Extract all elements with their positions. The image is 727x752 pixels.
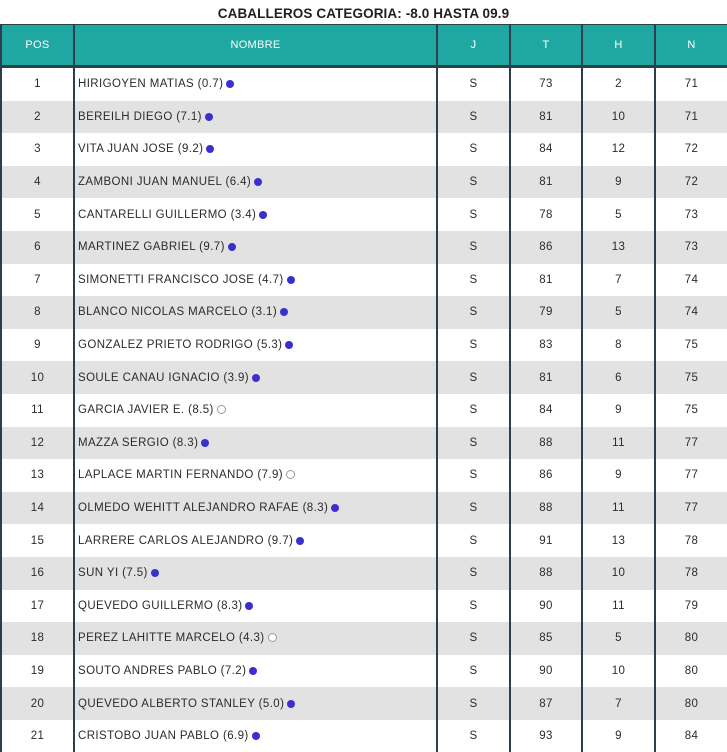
t-cell: 88 [510,427,582,460]
position-cell: 1 [1,67,74,101]
blue-tee-dot-icon [205,113,213,121]
table-row[interactable] [1,459,727,492]
h-cell: 9 [582,720,655,752]
table-row[interactable] [1,590,727,623]
player-name-cell [74,329,437,362]
player-name[interactable]: BLANCO NICOLAS MARCELO (3.1) [78,306,278,319]
j-cell: S [437,166,510,199]
table-row[interactable] [1,557,727,590]
t-cell: 86 [510,231,582,264]
table-row[interactable] [1,622,727,655]
j-cell: S [437,720,510,752]
player-name[interactable]: GONZALEZ PRIETO RODRIGO (5.3) [78,339,283,352]
blue-tee-dot-icon [151,569,159,577]
player-name-cell [74,101,437,134]
table-row[interactable] [1,427,727,460]
position-cell: 13 [1,459,74,492]
column-header-t[interactable]: T [510,25,582,67]
position-cell: 2 [1,101,74,134]
n-cell: 77 [655,492,727,525]
n-cell: 71 [655,101,727,134]
h-cell: 2 [582,67,655,101]
t-cell: 90 [510,590,582,623]
j-cell: S [437,557,510,590]
table-row[interactable] [1,67,727,101]
h-cell: 12 [582,133,655,166]
position-cell: 16 [1,557,74,590]
position-cell: 4 [1,166,74,199]
h-cell: 10 [582,557,655,590]
player-name[interactable]: GARCIA JAVIER E. (8.5) [78,404,214,417]
player-name[interactable]: HIRIGOYEN MATIAS (0.7) [78,78,224,91]
player-name-cell [74,687,437,720]
position-cell: 20 [1,687,74,720]
player-name-cell [74,622,437,655]
player-name-cell [74,166,437,199]
t-cell: 79 [510,296,582,329]
n-cell: 73 [655,231,727,264]
position-cell: 14 [1,492,74,525]
blue-tee-dot-icon [252,732,260,740]
position-cell: 5 [1,198,74,231]
h-cell: 11 [582,427,655,460]
header-row [1,25,727,67]
j-cell: S [437,296,510,329]
position-cell: 18 [1,622,74,655]
table-row[interactable] [1,198,727,231]
player-name-cell [74,492,437,525]
n-cell: 72 [655,166,727,199]
table-row[interactable] [1,166,727,199]
h-cell: 11 [582,590,655,623]
blue-tee-dot-icon [280,308,288,316]
j-cell: S [437,655,510,688]
t-cell: 84 [510,394,582,427]
j-cell: S [437,524,510,557]
player-name[interactable]: MAZZA SERGIO (8.3) [78,436,199,449]
player-name-cell [74,133,437,166]
player-name-cell [74,590,437,623]
h-cell: 5 [582,198,655,231]
h-cell: 8 [582,329,655,362]
t-cell: 78 [510,198,582,231]
t-cell: 85 [510,622,582,655]
table-row[interactable] [1,394,727,427]
blue-tee-dot-icon [331,504,339,512]
position-cell: 17 [1,590,74,623]
white-tee-dot-icon [286,470,295,479]
column-header-n[interactable]: N [655,25,727,67]
column-header-j[interactable]: J [437,25,510,67]
t-cell: 81 [510,101,582,134]
player-name-cell [74,67,437,101]
position-cell: 19 [1,655,74,688]
position-cell: 10 [1,361,74,394]
j-cell: S [437,622,510,655]
table-row[interactable] [1,492,727,525]
h-cell: 13 [582,231,655,264]
blue-tee-dot-icon [287,700,295,708]
t-cell: 87 [510,687,582,720]
j-cell: S [437,492,510,525]
position-cell: 6 [1,231,74,264]
h-cell: 11 [582,492,655,525]
j-cell: S [437,361,510,394]
t-cell: 84 [510,133,582,166]
player-name[interactable]: ZAMBONI JUAN MANUEL (6.4) [78,176,252,189]
h-cell: 13 [582,524,655,557]
column-header-h[interactable]: H [582,25,655,67]
j-cell: S [437,394,510,427]
table-row[interactable] [1,101,727,134]
column-header-pos[interactable]: POS [1,25,74,67]
player-name[interactable]: BEREILH DIEGO (7.1) [78,110,202,123]
j-cell: S [437,264,510,297]
player-name[interactable]: PEREZ LAHITTE MARCELO (4.3) [78,632,265,645]
player-name-cell [74,264,437,297]
white-tee-dot-icon [217,405,226,414]
blue-tee-dot-icon [254,178,262,186]
j-cell: S [437,133,510,166]
blue-tee-dot-icon [226,80,234,88]
player-name-cell [74,459,437,492]
player-name[interactable]: QUEVEDO GUILLERMO (8.3) [78,599,243,612]
t-cell: 81 [510,166,582,199]
position-cell: 9 [1,329,74,362]
blue-tee-dot-icon [252,374,260,382]
t-cell: 88 [510,557,582,590]
blue-tee-dot-icon [296,537,304,545]
position-cell: 21 [1,720,74,752]
player-name[interactable]: LAPLACE MARTIN FERNANDO (7.9) [78,469,284,482]
n-cell: 75 [655,394,727,427]
table-row[interactable] [1,655,727,688]
blue-tee-dot-icon [245,602,253,610]
h-cell: 9 [582,459,655,492]
player-name[interactable]: SOULE CANAU IGNACIO (3.9) [78,371,250,384]
blue-tee-dot-icon [285,341,293,349]
player-name[interactable]: LARRERE CARLOS ALEJANDRO (9.7) [78,534,294,547]
player-name-cell [74,557,437,590]
t-cell: 91 [510,524,582,557]
column-header-nombre[interactable]: NOMBRE [74,25,437,67]
t-cell: 81 [510,264,582,297]
player-name-cell [74,296,437,329]
page-title: CABALLEROS CATEGORIA: -8.0 HASTA 09.9 [217,6,510,21]
player-name[interactable]: CRISTOBO JUAN PABLO (6.9) [78,730,249,743]
j-cell: S [437,101,510,134]
n-cell: 80 [655,655,727,688]
t-cell: 90 [510,655,582,688]
n-cell: 80 [655,687,727,720]
j-cell: S [437,67,510,101]
position-cell: 3 [1,133,74,166]
n-cell: 74 [655,264,727,297]
blue-tee-dot-icon [201,439,209,447]
leaderboard-table [0,24,727,752]
player-name[interactable]: SOUTO ANDRES PABLO (7.2) [78,664,247,677]
j-cell: S [437,687,510,720]
blue-tee-dot-icon [259,211,267,219]
t-cell: 93 [510,720,582,752]
h-cell: 10 [582,101,655,134]
player-name[interactable]: CANTARELLI GUILLERMO (3.4) [78,208,257,221]
position-cell: 7 [1,264,74,297]
table-row[interactable] [1,361,727,394]
table-row[interactable] [1,524,727,557]
n-cell: 75 [655,361,727,394]
table-row[interactable] [1,329,727,362]
player-name-cell [74,655,437,688]
player-name[interactable]: QUEVEDO ALBERTO STANLEY (5.0) [78,697,285,710]
white-tee-dot-icon [268,633,277,642]
h-cell: 7 [582,264,655,297]
n-cell: 71 [655,67,727,101]
player-name[interactable]: VITA JUAN JOSE (9.2) [78,143,204,156]
t-cell: 83 [510,329,582,362]
blue-tee-dot-icon [287,276,295,284]
position-cell: 11 [1,394,74,427]
t-cell: 88 [510,492,582,525]
h-cell: 7 [582,687,655,720]
table-row[interactable] [1,133,727,166]
player-name-cell [74,427,437,460]
player-name-cell [74,231,437,264]
n-cell: 78 [655,524,727,557]
t-cell: 86 [510,459,582,492]
position-cell: 15 [1,524,74,557]
h-cell: 5 [582,296,655,329]
h-cell: 10 [582,655,655,688]
n-cell: 77 [655,427,727,460]
player-name[interactable]: OLMEDO WEHITT ALEJANDRO RAFAE (8.3) [78,502,329,515]
table-row[interactable] [1,687,727,720]
blue-tee-dot-icon [206,145,214,153]
t-cell: 81 [510,361,582,394]
n-cell: 84 [655,720,727,752]
h-cell: 6 [582,361,655,394]
n-cell: 72 [655,133,727,166]
j-cell: S [437,198,510,231]
n-cell: 79 [655,590,727,623]
player-name[interactable]: SIMONETTI FRANCISCO JOSE (4.7) [78,273,284,286]
j-cell: S [437,231,510,264]
position-cell: 12 [1,427,74,460]
h-cell: 5 [582,622,655,655]
table-row[interactable] [1,720,727,752]
table-row[interactable] [1,296,727,329]
h-cell: 9 [582,394,655,427]
j-cell: S [437,459,510,492]
player-name-cell [74,361,437,394]
t-cell: 73 [510,67,582,101]
blue-tee-dot-icon [228,243,236,251]
j-cell: S [437,329,510,362]
blue-tee-dot-icon [249,667,257,675]
n-cell: 77 [655,459,727,492]
player-name-cell [74,720,437,752]
j-cell: S [437,427,510,460]
n-cell: 73 [655,198,727,231]
position-cell: 8 [1,296,74,329]
player-name[interactable]: MARTINEZ GABRIEL (9.7) [78,241,225,254]
player-name-cell [74,394,437,427]
player-name-cell [74,198,437,231]
n-cell: 80 [655,622,727,655]
n-cell: 75 [655,329,727,362]
table-row[interactable] [1,264,727,297]
n-cell: 78 [655,557,727,590]
h-cell: 9 [582,166,655,199]
table-row[interactable] [1,231,727,264]
j-cell: S [437,590,510,623]
player-name-cell [74,524,437,557]
player-name[interactable]: SUN YI (7.5) [78,567,148,580]
n-cell: 74 [655,296,727,329]
